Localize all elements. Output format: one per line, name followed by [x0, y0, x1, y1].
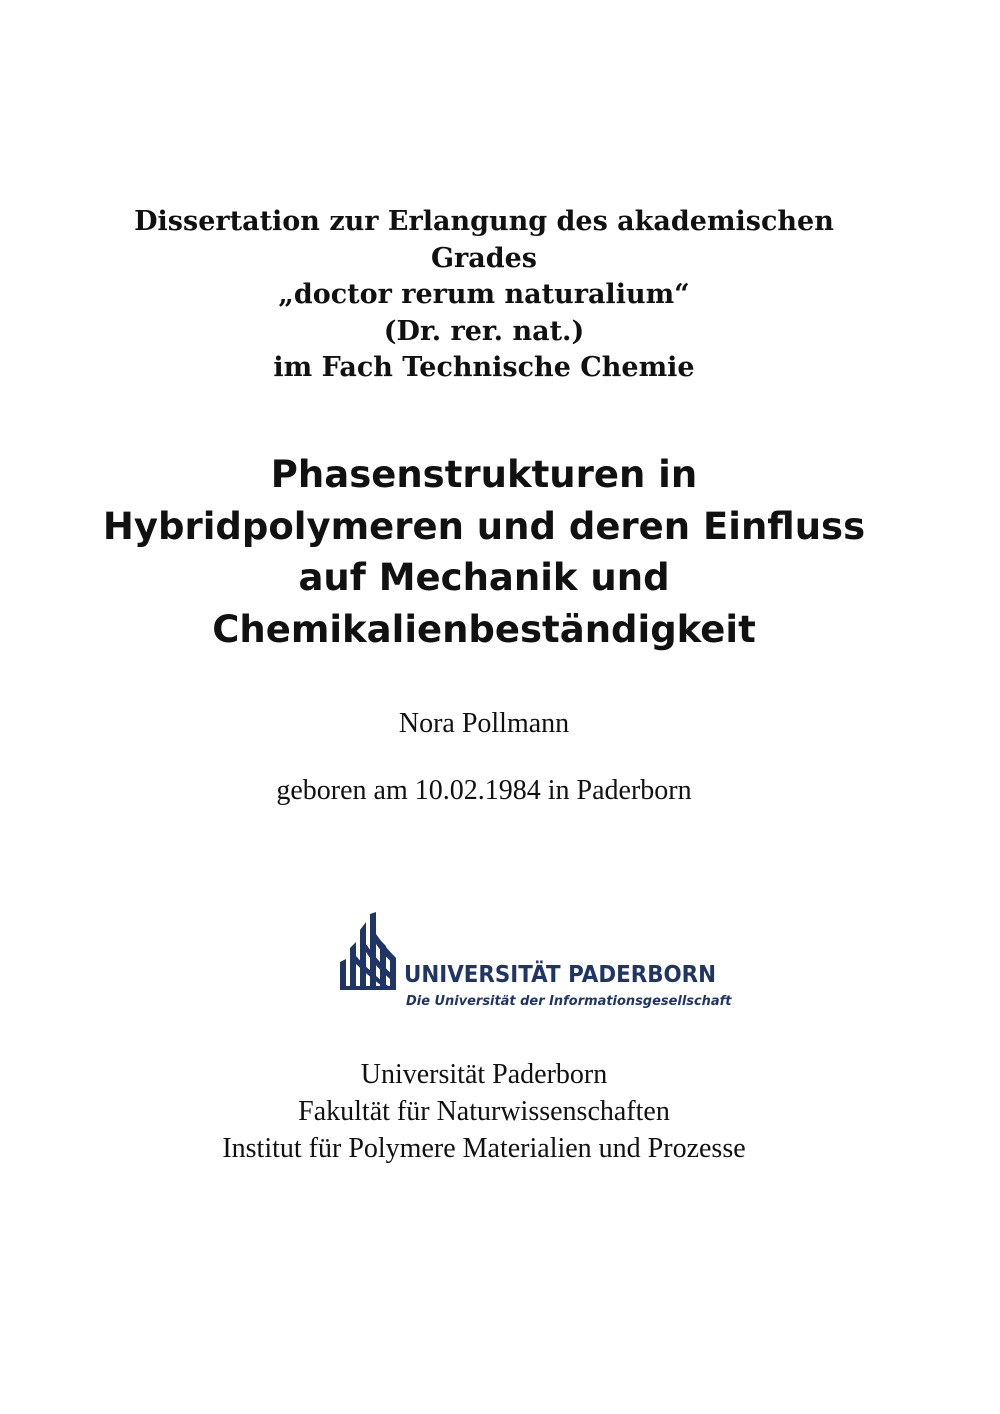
degree-line: (Dr. rer. nat.): [383, 315, 585, 347]
title-line: Phasenstrukturen in: [270, 453, 698, 496]
affiliation-line: Institut für Polymere Materialien und Prozesse: [222, 1133, 746, 1164]
degree-line: „doctor rerum naturalium“: [278, 279, 690, 310]
university-building-logo-icon: [338, 912, 402, 992]
title-line: auf Mechanik und: [298, 556, 670, 599]
affiliation-line: Universität Paderborn: [360, 1059, 608, 1090]
degree-line: Grades: [430, 242, 538, 274]
university-logo-name: UNIVERSITÄT PADERBORN: [404, 962, 717, 988]
degree-line: im Fach Technische Chemie: [273, 352, 695, 383]
thesis-title: [40, 449, 928, 655]
degree-statement: [60, 204, 908, 387]
university-logo: [338, 912, 732, 1022]
degree-line: Dissertation zur Erlangung des akademischen: [134, 206, 834, 237]
university-logo-tagline: Die Universität der Informationsgesellschaft: [406, 993, 732, 1009]
title-line: Hybridpolymeren und deren Einfluss: [102, 504, 866, 548]
title-line: Chemikalienbeständigkeit: [212, 607, 756, 651]
birth-info: geboren am 10.02.1984 in Paderborn: [276, 775, 692, 806]
affiliation-line: Fakultät für Naturwissenschaften: [298, 1096, 670, 1127]
author-name: Nora Pollmann: [398, 708, 570, 739]
affiliation: [0, 1056, 968, 1167]
